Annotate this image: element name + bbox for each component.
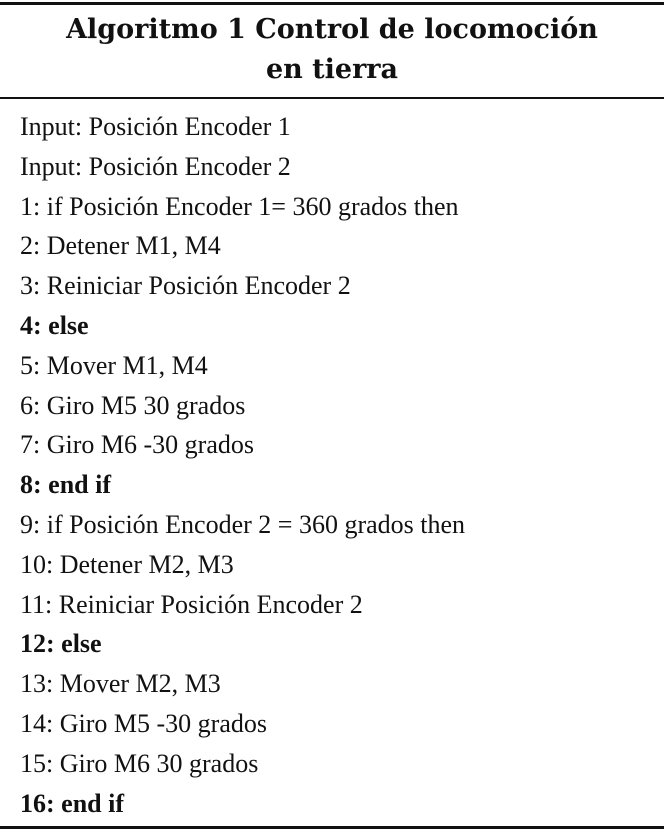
algorithm-line: 7: Giro M6 -30 grados <box>20 430 254 460</box>
algorithm-line: 8: end if <box>20 470 111 500</box>
algorithm-title-line-2: en tierra <box>265 54 399 85</box>
algorithm-line: 13: Mover M2, M3 <box>20 669 221 699</box>
algorithm-line: 3: Reiniciar Posición Encoder 2 <box>20 271 351 301</box>
algorithm-line: 6: Giro M5 30 grados <box>20 390 246 420</box>
algorithm-line: Input: Posición Encoder 2 <box>20 151 291 181</box>
algorithm-line: 16: end if <box>20 788 124 818</box>
algorithm-line: Input: Posición Encoder 1 <box>20 112 291 141</box>
algorithm-line: 14: Giro M5 -30 grados <box>20 708 267 738</box>
algorithm-line: 2: Detener M1, M4 <box>20 231 221 261</box>
top-rule <box>0 2 664 5</box>
algorithm-line: 11: Reiniciar Posición Encoder 2 <box>20 589 363 619</box>
algorithm-line: 10: Detener M2, M3 <box>20 549 234 579</box>
algorithm-line: 4: else <box>20 310 89 340</box>
algorithm-line: 12: else <box>20 629 102 659</box>
algorithm-line: 5: Mover M1, M4 <box>20 350 208 380</box>
algorithm-title <box>0 10 664 90</box>
algorithm-line: 1: if Posición Encoder 1= 360 grados then <box>20 191 459 221</box>
algorithm-line: 15: Giro M6 30 grados <box>20 748 259 778</box>
bottom-rule <box>0 826 664 829</box>
algorithm-title-line-1: Algoritmo 1 Control de locomoción <box>66 14 598 45</box>
title-rule <box>0 97 664 99</box>
algorithm-line: 9: if Posición Encoder 2 = 360 grados then <box>20 509 466 539</box>
algorithm-lines <box>20 107 660 823</box>
